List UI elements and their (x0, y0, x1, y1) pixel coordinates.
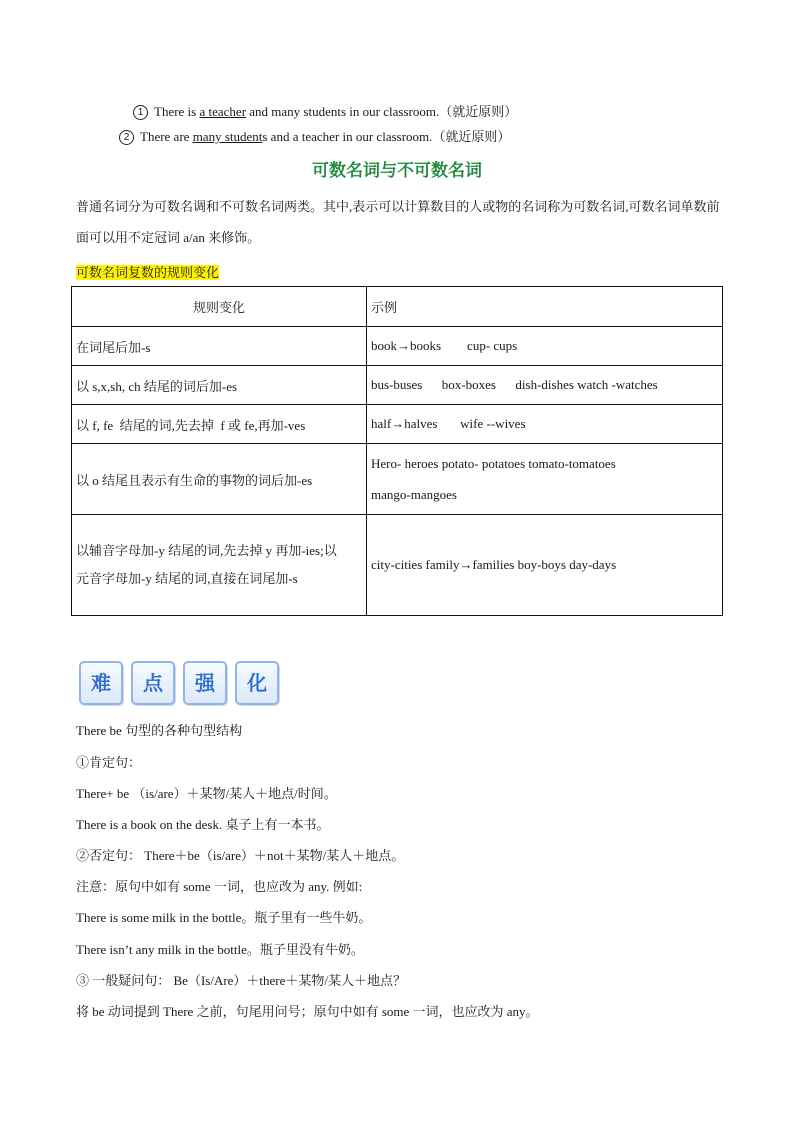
negative-example-2: There isn’t any milk in the bottle。瓶子里没有牛奶。 (76, 942, 364, 957)
section-title: 可数名词与不可数名词 (312, 161, 482, 181)
column-header-rule: 规则变化 (72, 287, 367, 327)
table-row (72, 405, 723, 444)
example-cell: bus-buses box-boxes dish-dishes watch -watches (367, 366, 723, 405)
badge-dian: 点 (131, 661, 175, 705)
badge-hua: 化 (235, 661, 279, 705)
difficulty-badge-group (79, 661, 279, 705)
table-row (72, 327, 723, 366)
negative-structure: ②否定句： There＋be（is/are）＋not＋某物/某人＋地点。 (76, 848, 405, 863)
negative-example-1: There is some milk in the bottle。瓶子里有一些牛奶。 (76, 910, 372, 925)
example-cell: book→books cup- cups (367, 327, 723, 366)
column-header-example: 示例 (367, 287, 723, 327)
affirmative-example: There is a book on the desk. 桌子上有一本书。 (76, 817, 330, 832)
table-header-row (72, 287, 723, 327)
example-cell: city-cities family→families boy-boys day-days (367, 515, 723, 616)
example-sentence-1: 1 There is a teacher and many students in our classroom.（就近原则） (133, 101, 517, 120)
rule-cell: 以 s,x,sh, ch 结尾的词后加-es (72, 366, 367, 405)
question-note: 将 be 动词提到 There 之前，句尾用问号；原句中如有 some 一词，也应改为 any。 (76, 1004, 539, 1019)
rule-cell: 以辅音字母加-y 结尾的词,先去掉 y 再加-ies;以 元音字母加-y 结尾的词,直接在词尾加-s (72, 515, 367, 616)
circled-number: 1 (133, 105, 148, 120)
table-row (72, 366, 723, 405)
example-sentence-2: 2 There are many students and a teacher in our classroom.（就近原则） (119, 126, 510, 145)
intro-paragraph: 普通名词分为可数名调和不可数名词两类。其中,表示可以计算数目的人或物的名词称为可数名词,可数名词单数前面可以用不定冠词 a/an 来修饰。 (76, 199, 720, 245)
circled-number: 2 (119, 130, 134, 145)
question-structure: ③ 一般疑问句： Be（Is/Are）＋there＋某物/某人＋地点？ (76, 973, 407, 988)
plural-rules-table (71, 286, 723, 616)
rule-cell: 在词尾后加-s (72, 327, 367, 366)
rule-cell: 以 o 结尾且表示有生命的事物的词后加-es (72, 444, 367, 515)
affirmative-heading: ①肯定句： (76, 755, 142, 770)
example-cell: half→halves wife --wives (367, 405, 723, 444)
affirmative-structure: There+ be （is/are）＋某物/某人＋地点/时间。 (76, 786, 337, 801)
example-cell: Hero- heroes potato- potatoes tomato-tomatoes mango-mangoes (367, 444, 723, 515)
grammar-subheading: There be 句型的各种句型结构 (76, 723, 243, 738)
table-row (72, 515, 723, 616)
rule-cell: 以 f, fe 结尾的词,先去掉 f 或 fe,再加-ves (72, 405, 367, 444)
note-line: 注意：原句中如有 some 一词，也应改为 any. 例如: (76, 879, 363, 894)
table-row (72, 444, 723, 515)
badge-qiang: 强 (183, 661, 227, 705)
highlight-heading: 可数名词复数的规则变化 (76, 265, 220, 280)
badge-nan: 难 (79, 661, 123, 705)
